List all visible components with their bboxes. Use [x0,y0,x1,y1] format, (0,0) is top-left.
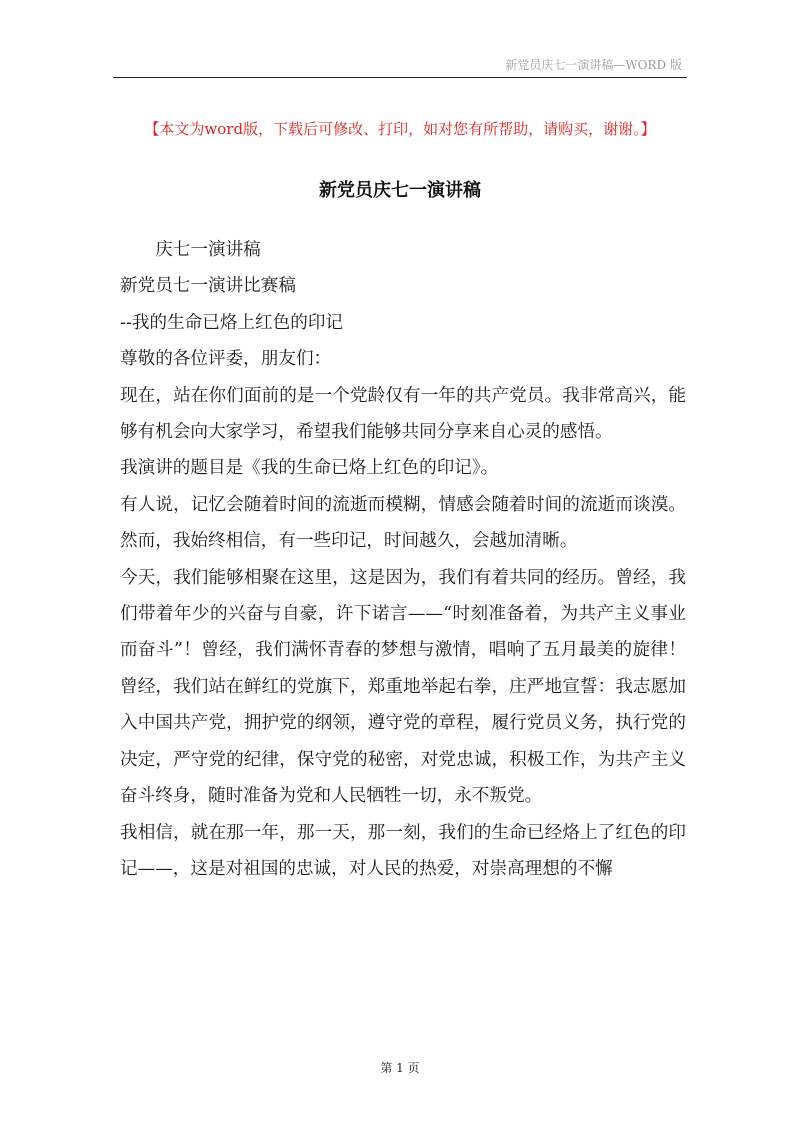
page-number: 第 1 页 [380,1061,420,1075]
running-header: 新党员庆七一演讲稿—WORD 版 [505,58,682,72]
paragraph: 我演讲的题目是《我的生命已烙上红色的印记》。 [120,458,499,479]
document-title: 新党员庆七一演讲稿 [319,180,481,201]
purchase-notice: 【本文为word版，下载后可修改、打印，如对您有所帮助，请购买，谢谢。】 [144,120,656,138]
header-divider [113,77,687,78]
paragraph: 新党员七一演讲比赛稿 [120,276,296,297]
paragraph: --我的生命已烙上红色的印记 [120,312,344,333]
paragraph: 今天，我们能够相聚在这里，这是因为，我们有着共同的经历。曾经，我们带着年少的兴奋与自豪，许下诺言——“时刻准备着，为共产主义事业而奋斗”！曾经，我们满怀青春的梦想与激情，唱响了五月最美的旋律！曾经，我们站在鲜红的党旗下，郑重地举起右拳，庄严地宣誓：我志愿加入中国共产党，拥护党的纲领，遵守党的章程，履行党员义务，执行党的决定，严守党的纪律，保守党的秘密，对党忠诚，积极工作，为共产主义奋斗终身，随时准备为党和人民牺牲一切，永不叛党。 [120,567,686,807]
document-body [120,232,686,887]
paragraph: 尊敬的各位评委，朋友们： [120,349,332,370]
paragraph: 我相信，就在那一年，那一天，那一刻，我们的生命已经烙上了红色的印记——，这是对祖国的忠诚，对人民的热爱，对崇高理想的不懈 [120,822,686,879]
paragraph: 庆七一演讲稿 [155,240,261,260]
paragraph: 现在，站在你们面前的是一个党龄仅有一年的共产党员。我非常高兴，能够有机会向大家学习，希望我们能够共同分享来自心灵的感悟。 [120,385,686,443]
paragraph: 有人说，记忆会随着时间的流逝而模糊，情感会随着时间的流逝而谈漠。然而，我始终相信，有一些印记，时间越久，会越加清晰。 [120,494,686,552]
